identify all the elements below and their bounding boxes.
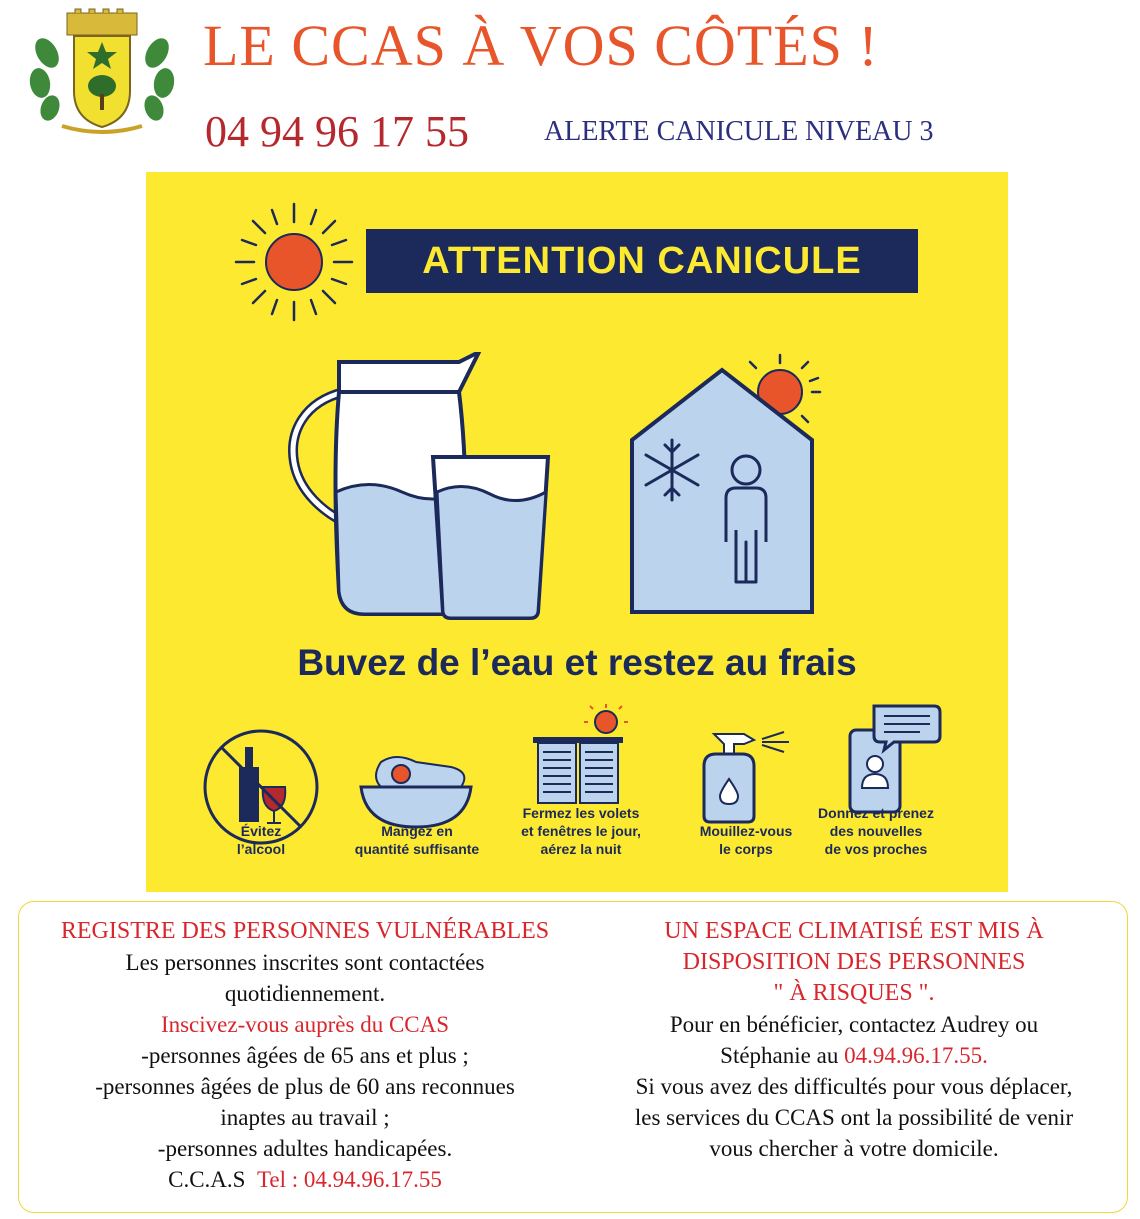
register-heading: REGISTRE DES PERSONNES VULNÉRABLES — [60, 918, 550, 944]
page-title: LE CCAS À VOS CÔTÉS ! — [203, 13, 879, 78]
tip-food-caption: Mangez en quantité suffisante — [354, 823, 480, 857]
tip-spray-caption: Mouillez-vous le corps — [699, 823, 793, 857]
cool-house-icon — [622, 350, 842, 620]
phone-message-icon — [846, 702, 946, 817]
water-glass-icon — [428, 452, 558, 622]
tip-news-caption: Donnez et prenez des nouvelles de vos proches — [818, 805, 934, 857]
food-bowl-icon — [356, 742, 476, 832]
slogan: Buvez de l’eau et restez au frais — [297, 642, 857, 683]
air-conditioned-space-column: UN ESPACE CLIMATISÉ EST MIS À DISPOSITION DES PERSONNES " À RISQUES ". Pour en bénéficier, contactez Audrey ou Stéphanie au 04.94.96.17.55. Si vous avez des difficultés pour vous déplacer, les services du CCAS ont la possibilité de venir vous chercher à votre domicile. — [581, 916, 1127, 1164]
info-box — [18, 901, 1128, 1213]
register-cta: Inscivez-vous auprès du CCAS — [160, 1012, 450, 1037]
vulnerable-register-column: REGISTRE DES PERSONNES VULNÉRABLES Les personnes inscrites sont contactées quotidiennement. Inscivez-vous auprès du CCAS -personnes âgées de 65 ans et plus ; -personnes âgées de plus de 60 ans reconnues inaptes au travail ; -personnes adultes handicapées. C.C.A.S Tel : 04.94.96.17.55 — [19, 916, 591, 1195]
ac-heading-line-1: UN ESPACE CLIMATISÉ EST MIS À — [664, 918, 1044, 944]
sun-icon — [232, 200, 356, 324]
attention-banner: ATTENTION CANICULE — [366, 229, 918, 293]
alert-level: ALERTE CANICULE NIVEAU 3 — [544, 116, 934, 147]
ac-phone-link[interactable]: 04.94.96.17.55. — [844, 1043, 988, 1068]
coat-of-arms-logo — [22, 8, 182, 138]
ccas-phone-link[interactable]: Tel : 04.94.96.17.55 — [256, 1167, 442, 1192]
tip-alcohol-caption: Évitez l’alcool — [236, 823, 286, 857]
shutters-icon — [528, 702, 638, 812]
phone-number[interactable]: 04 94 96 17 55 — [205, 107, 469, 156]
ac-heading-line-3: " À RISQUES ". — [773, 980, 935, 1006]
ac-heading-line-2: DISPOSITION DES PERSONNES — [682, 949, 1026, 975]
tip-shutters-caption: Fermez les volets et fenêtres le jour, aérez la nuit — [521, 805, 641, 857]
heatwave-poster — [146, 172, 1008, 892]
